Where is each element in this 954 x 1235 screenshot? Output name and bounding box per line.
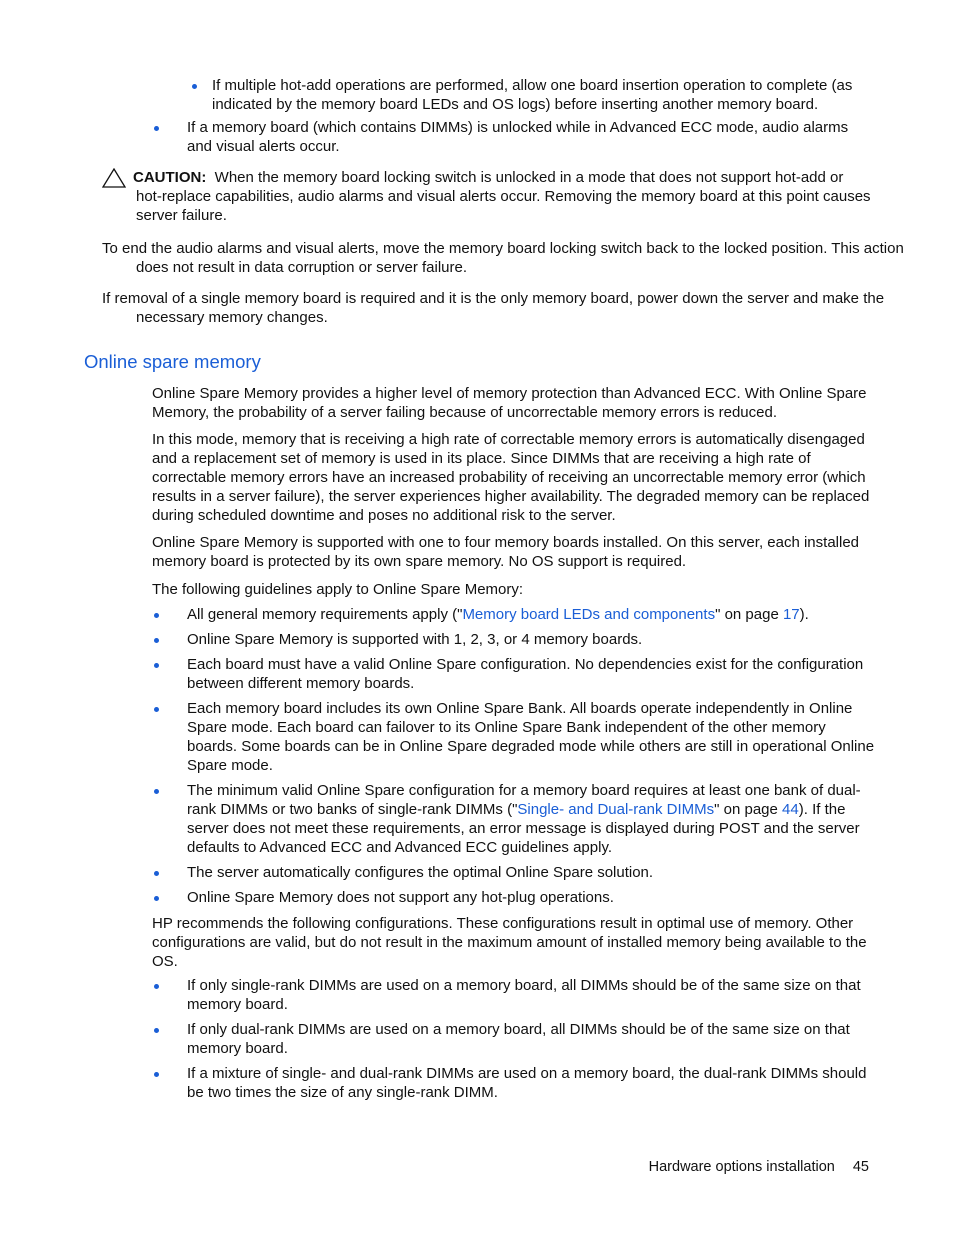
paragraph: The following guidelines apply to Online Spare Memory:	[152, 581, 524, 598]
caution-paragraph	[102, 168, 872, 225]
end-alarms-paragraph: To end the audio alarms and visual alerts, move the memory board locking switch back to the locked position. This action does not result in data corruption or server failure.	[102, 240, 904, 276]
single-dual-rank-dimms-link[interactable]: Single- and Dual-rank DIMMs	[517, 801, 715, 818]
list-item: If only dual-rank DIMMs are used on a memory board, all DIMMs should be of the same size on that memory board.	[187, 1020, 877, 1058]
paragraph: In this mode, memory that is receiving a high rate of correctable memory errors is automatically disengaged and a replacement set of memory is used in its place. Since DIMMs that are receiving a high rate of correctable memory errors have an increased probability of receiving an uncorrectable memory error (which results in a server failure), the server experiences higher availability. The degraded memory can be replaced during scheduled downtime and poses no additional risk to the server.	[152, 431, 870, 524]
section-heading: Online spare memory	[84, 351, 261, 372]
paragraph: Online Spare Memory is supported with one to four memory boards installed. On this server, each installed memory board is protected by its own spare memory. No OS support is required.	[152, 534, 860, 570]
list-item: Each board must have a valid Online Spare configuration. No dependencies exist for the configuration between different memory boards.	[187, 655, 877, 693]
warning-triangle-icon	[102, 168, 126, 188]
bullet-list	[187, 118, 877, 156]
memory-board-leds-link[interactable]: Memory board LEDs and components	[462, 606, 716, 623]
page-number: 45	[852, 1159, 869, 1175]
text-fragment: " on page	[714, 801, 783, 818]
list-item	[187, 781, 877, 857]
list-item: If a memory board (which contains DIMMs) is unlocked while in Advanced ECC mode, audio alarms and visual alerts occur.	[187, 118, 877, 156]
caution-note	[102, 168, 872, 225]
removal-paragraph: If removal of a single memory board is required and it is the only memory board, power down the server and make the necessary memory changes.	[102, 290, 885, 326]
list-item: The server automatically configures the optimal Online Spare solution.	[187, 863, 877, 882]
text-fragment: ).	[799, 606, 809, 623]
page-link[interactable]: 17	[782, 606, 800, 623]
recommend-paragraph: HP recommends the following configurations. These configurations result in optimal use of memory. Other configurations are valid, but do not result in the maximum amount of installed memory being available to the OS.	[152, 915, 867, 970]
footer-section-title: Hardware options installation	[648, 1159, 835, 1175]
caution-text: When the memory board locking switch is unlocked in a mode that does not support hot-add or hot-replace capabilities, audio alarms and visual alerts occur. Removing the memory board at this point causes server failure.	[136, 169, 871, 224]
text-fragment: The minimum valid Online Spare configuration for a memory board requires at least one bank of dual-rank DIMMs or two banks of single-rank DIMMs ("	[187, 782, 861, 818]
list-item: Online Spare Memory is supported with 1, 2, 3, or 4 memory boards.	[187, 630, 877, 649]
list-item: If only single-rank DIMMs are used on a memory board, all DIMMs should be of the same size on that memory board.	[187, 976, 877, 1014]
caution-label: CAUTION:	[133, 169, 207, 186]
paragraph: Online Spare Memory provides a higher level of memory protection than Advanced ECC. With Online Spare Memory, the probability of a server failing because of uncorrectable memory errors is reduced.	[152, 385, 867, 421]
page-footer	[635, 1159, 869, 1175]
text-fragment: ). If the server does not meet these requirements, an error message is displayed during POST and the server defaults to Advanced ECC and Advanced ECC guidelines apply.	[187, 801, 860, 856]
list-item: If multiple hot-add operations are performed, allow one board insertion operation to complete (as indicated by the memory board LEDs and OS logs) before inserting another memory board.	[212, 76, 872, 114]
text-fragment: All general memory requirements apply ("	[187, 606, 463, 623]
recommendations-list	[187, 976, 877, 1108]
list-item: If a mixture of single- and dual-rank DIMMs are used on a memory board, the dual-rank DIMMs should be two times the size of any single-rank DIMM.	[187, 1064, 877, 1102]
text-fragment: " on page	[715, 606, 783, 623]
list-item: Each memory board includes its own Online Spare Bank. All boards operate independently in Online Spare mode. Each board can failover to its Online Spare Bank independent of the other memory boards. Some boards can be in Online Spare degraded mode while others are still in operational Online Spare mode.	[187, 699, 877, 775]
page-link[interactable]: 44	[782, 801, 799, 818]
list-item	[187, 605, 877, 624]
guidelines-list	[187, 605, 877, 913]
list-item: Online Spare Memory does not support any hot-plug operations.	[187, 888, 877, 907]
sub-bullet-list	[212, 76, 872, 114]
